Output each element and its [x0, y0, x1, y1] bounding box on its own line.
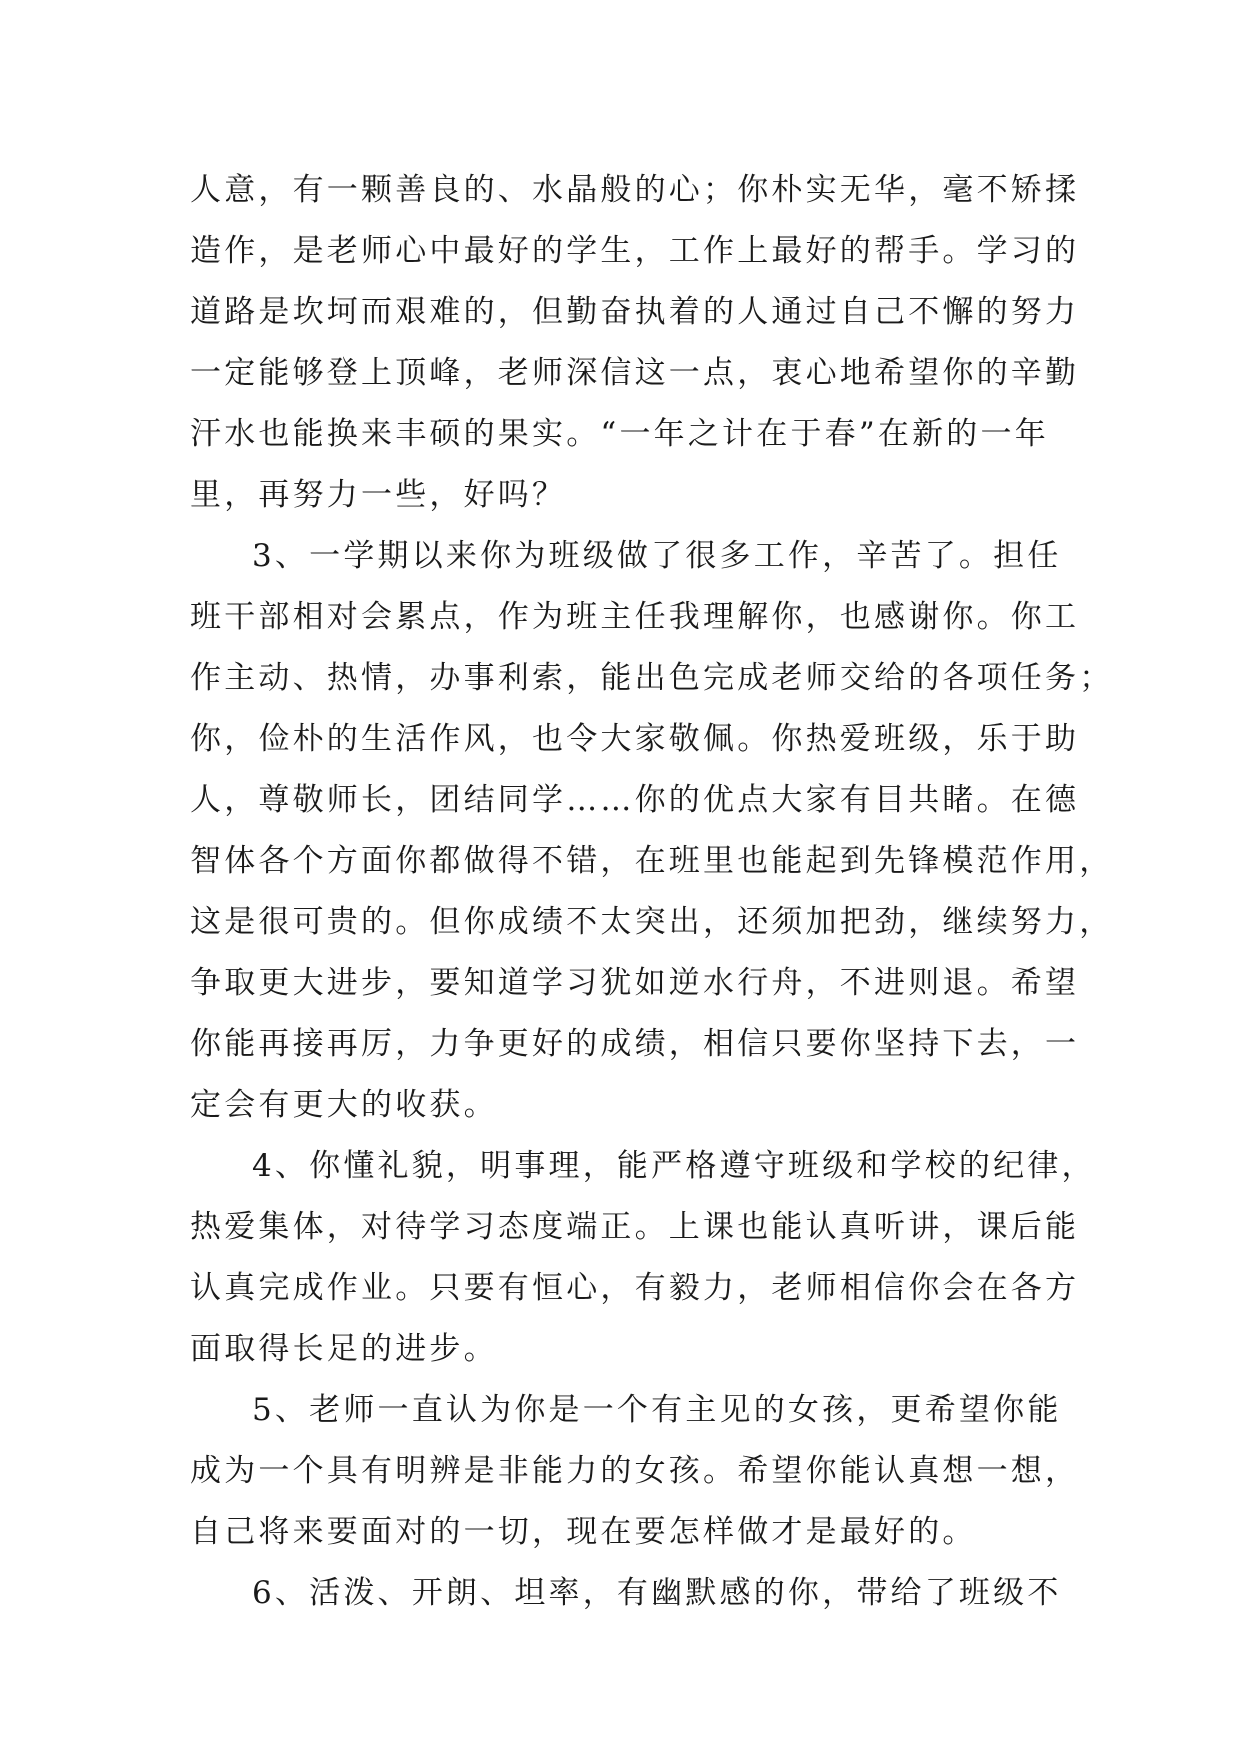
text-line: 你，俭朴的生活作风，也令大家敬佩。你热爱班级，乐于助	[190, 721, 1080, 757]
text-line: 里，再努力一些，好吗？	[190, 477, 567, 513]
text-line: 智体各个方面你都做得不错，在班里也能起到先锋模范作用，	[190, 843, 1114, 879]
text-line: 人，尊敬师长，团结同学……你的优点大家有目共睹。在德	[190, 782, 1080, 818]
document-body	[190, 160, 1114, 1624]
text-line: 争取更大进步，要知道学习犹如逆水行舟，不进则退。希望	[190, 965, 1080, 1001]
text-line: 这是很可贵的。但你成绩不太突出，还须加把劲，继续努力，	[190, 904, 1114, 940]
text-line: 热爱集体，对待学习态度端正。上课也能认真听讲，课后能	[190, 1209, 1080, 1245]
text-line: 人意，有一颗善良的、水晶般的心；你朴实无华，毫不矫揉	[190, 172, 1080, 208]
text-line: 汗水也能换来丰硕的果实。“一年之计在于春”在新的一年	[190, 416, 1049, 452]
text-line: 一定能够登上顶峰，老师深信这一点，衷心地希望你的辛勤	[190, 355, 1080, 391]
paragraph-6-first-line: 6、活泼、开朗、坦率，有幽默感的你，带给了班级不	[252, 1575, 1062, 1611]
text-line: 成为一个具有明辨是非能力的女孩。希望你能认真想一想，	[190, 1453, 1080, 1489]
text-line: 造作，是老师心中最好的学生，工作上最好的帮手。学习的	[190, 233, 1080, 269]
text-line: 面取得长足的进步。	[190, 1331, 498, 1367]
paragraph-3-first-line: 3、一学期以来你为班级做了很多工作，辛苦了。担任	[252, 538, 1062, 574]
text-line: 道路是坎坷而艰难的，但勤奋执着的人通过自己不懈的努力	[190, 294, 1080, 330]
text-line: 班干部相对会累点，作为班主任我理解你，也感谢你。你工	[190, 599, 1080, 635]
text-line: 自己将来要面对的一切，现在要怎样做才是最好的。	[190, 1514, 977, 1550]
text-line: 作主动、热情，办事利索，能出色完成老师交给的各项任务；	[190, 660, 1114, 696]
text-line: 认真完成作业。只要有恒心，有毅力，老师相信你会在各方	[190, 1270, 1080, 1306]
paragraph-5-first-line: 5、老师一直认为你是一个有主见的女孩，更希望你能	[252, 1392, 1062, 1428]
text-line: 你能再接再厉，力争更好的成绩，相信只要你坚持下去，一	[190, 1026, 1080, 1062]
text-line: 定会有更大的收获。	[190, 1087, 498, 1123]
paragraph-4-first-line: 4、你懂礼貌，明事理，能严格遵守班级和学校的纪律，	[252, 1148, 1096, 1184]
